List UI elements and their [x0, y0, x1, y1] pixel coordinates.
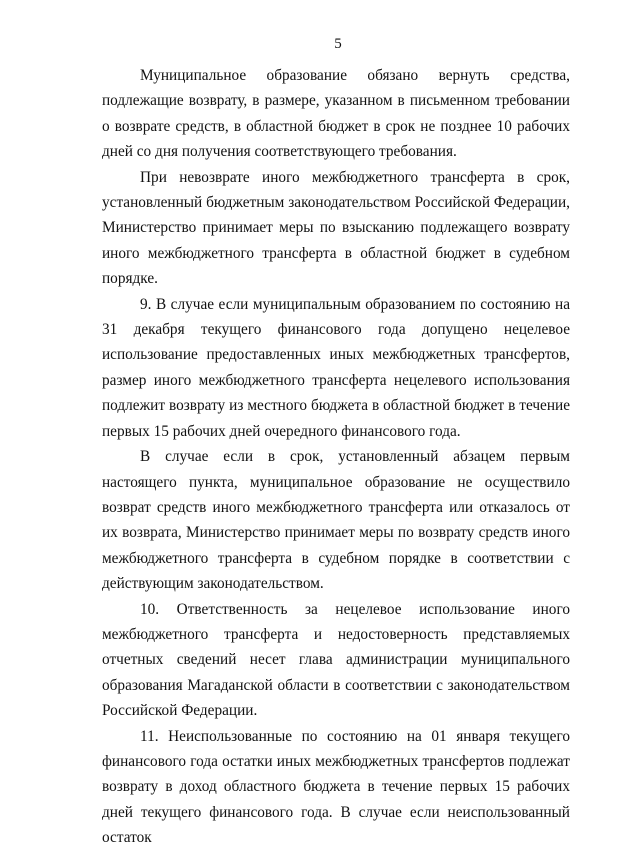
document-body — [102, 63, 570, 851]
paragraph-item-11: 11. Неиспользованные по состоянию на 01 января текущего финансового года остатки иных межбюджетных трансфертов подлежат возврату в доход областного бюджета в течение первых 15 рабочих дней текущего финансового года. В случае если неиспользованный остаток — [102, 727, 570, 847]
paragraph-item-10: 10. Ответственность за нецелевое использование иного межбюджетного трансферта и недостоверность представляемых отчетных сведений несет глава администрации муниципального образования Магаданской области в соответствии с законодательством Российской Федерации. — [102, 600, 570, 720]
page-number: 5 — [334, 36, 342, 52]
paragraph-non-return-measures: При невозврате иного межбюджетного трансферта в срок, установленный бюджетным законодательством Российской Федерации, Министерство принимает меры по взысканию подлежащего возврату иного межбюджетного трансферта в областной бюджет в судебном порядке. — [102, 168, 570, 288]
paragraph-refund-obligation: Муниципальное образование обязано вернуть средства, подлежащие возврату, в размере, указанном в письменном требовании о возврате средств, в областной бюджет в срок не позднее 10 рабочих дней со дня получения соответствующего требования. — [102, 67, 570, 161]
paragraph-item-9-court: В случае если в срок, установленный абзацем первым настоящего пункта, муниципальное образование не осуществило возврат средств иного межбюджетного трансферта или отказалось от их возврата, Министерство принимает меры по возврату средств иного межбюджетного трансферта в судебном порядке в соответствии с действующим законодательством. — [102, 448, 570, 593]
paragraph-item-9: 9. В случае если муниципальным образованием по состоянию на 31 декабря текущего финансового года допущено нецелевое использование предоставленных иных межбюджетных трансфертов, размер иного межбюджетного трансферта нецелевого использования подлежит возврату из местного бюджета в областной бюджет в течение первых 15 рабочих дней очередного финансового года. — [102, 295, 570, 440]
